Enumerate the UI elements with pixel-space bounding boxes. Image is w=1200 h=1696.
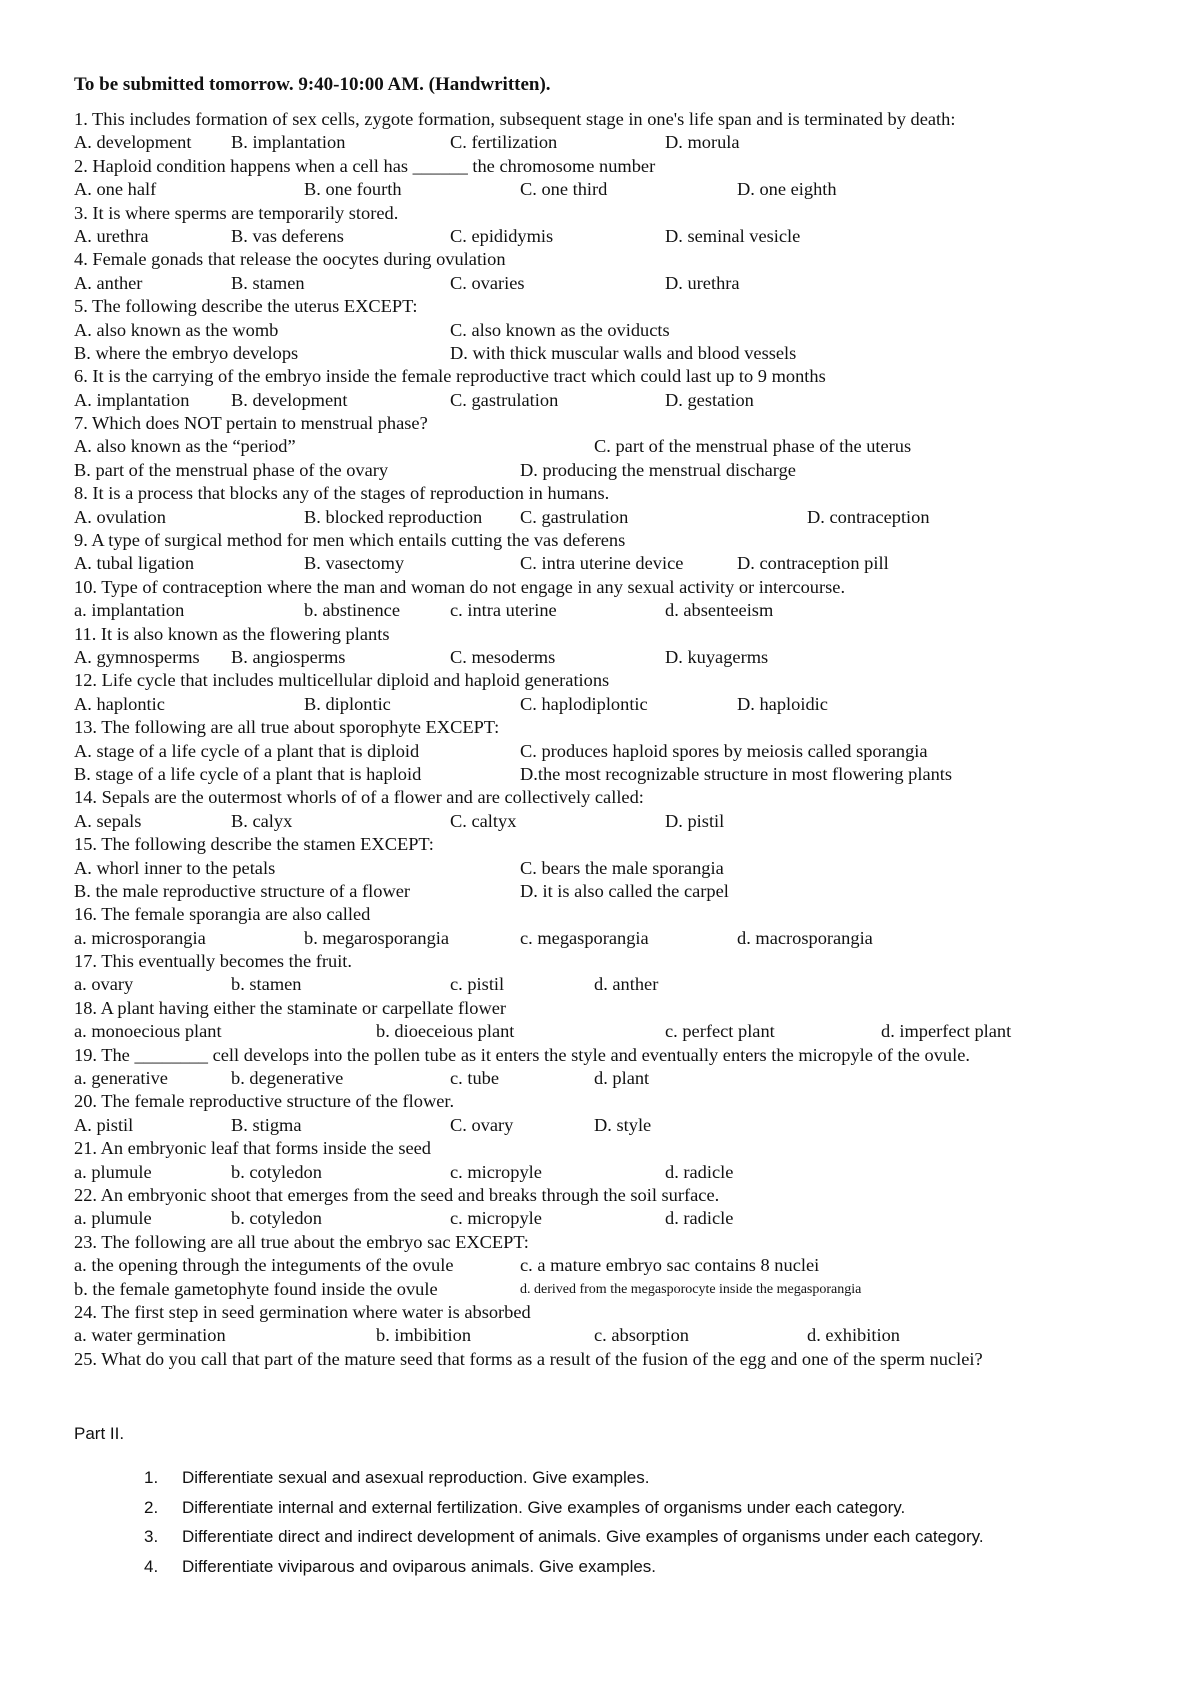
question-text: 7. Which does NOT pertain to menstrual phase? xyxy=(74,413,428,434)
option-b: B. where the embryo develops xyxy=(74,342,299,363)
option-d: d. radicle xyxy=(665,1208,734,1229)
question-18 xyxy=(74,997,1154,1044)
option-a: a. the opening through the integuments of the ovule xyxy=(74,1255,454,1276)
question-text: 15. The following describe the stamen EXCEPT: xyxy=(74,834,434,855)
options-row xyxy=(74,435,1154,458)
option-b: B. calyx xyxy=(231,810,293,831)
option-a: A. ovulation xyxy=(74,506,166,527)
option-b: b. cotyledon xyxy=(231,1208,322,1229)
options-row xyxy=(74,599,1154,622)
option-d: d. anther xyxy=(594,974,659,995)
option-b: b. the female gametophyte found inside the ovule xyxy=(74,1278,438,1299)
option-a: a. plumule xyxy=(74,1208,152,1229)
question-16 xyxy=(74,903,1154,950)
quiz-section xyxy=(74,108,1154,1371)
option-d: d. macrosporangia xyxy=(737,927,873,948)
question-text: 5. The following describe the uterus EXCEPT: xyxy=(74,296,418,317)
options-row xyxy=(74,178,1154,201)
item-text: Differentiate sexual and asexual reproduction. Give examples. xyxy=(182,1468,650,1487)
question-12 xyxy=(74,669,1154,716)
option-b: b. imbibition xyxy=(376,1325,472,1346)
question-11 xyxy=(74,623,1154,670)
question-25 xyxy=(74,1348,1154,1371)
option-d: d. radicle xyxy=(665,1161,734,1182)
option-b: b. megarosporangia xyxy=(304,927,450,948)
question-3 xyxy=(74,202,1154,249)
option-a: a. generative xyxy=(74,1068,168,1089)
item-number: 1. xyxy=(144,1468,159,1487)
options-row xyxy=(74,342,1154,365)
option-d: D. urethra xyxy=(665,272,740,293)
options-row xyxy=(74,131,1154,154)
options-row xyxy=(74,1161,1154,1184)
question-text: 23. The following are all true about the embryo sac EXCEPT: xyxy=(74,1231,529,1252)
question-6 xyxy=(74,365,1154,412)
question-text: 1. This includes formation of sex cells, zygote formation, subsequent stage in one's life span and is terminated by death: xyxy=(74,109,956,129)
option-a: a. microsporangia xyxy=(74,927,206,948)
option-b: B. development xyxy=(231,389,348,410)
option-c: c. a mature embryo sac contains 8 nuclei xyxy=(520,1255,820,1276)
options-row xyxy=(74,319,1154,342)
option-a: A. urethra xyxy=(74,225,149,246)
options-row xyxy=(74,927,1154,950)
option-d: D.the most recognizable structure in most flowering plants xyxy=(520,763,953,784)
option-b: B. one fourth xyxy=(304,179,402,200)
option-c: C. haplodiplontic xyxy=(520,693,648,714)
option-c: C. ovary xyxy=(450,1114,514,1135)
option-c: c. micropyle xyxy=(450,1161,542,1182)
question-13 xyxy=(74,716,1154,786)
option-c: c. intra uterine xyxy=(450,600,557,621)
option-c: C. intra uterine device xyxy=(520,553,684,574)
question-text: 6. It is the carrying of the embryo inside the female reproductive tract which could last up to 9 months xyxy=(74,366,826,387)
option-b: B. part of the menstrual phase of the ovary xyxy=(74,459,389,480)
question-text: 16. The female sporangia are also called xyxy=(74,904,371,925)
option-a: a. plumule xyxy=(74,1161,152,1182)
question-text: 11. It is also known as the flowering plants xyxy=(74,623,390,644)
option-d: D. contraception xyxy=(807,506,930,527)
option-a: A. haplontic xyxy=(74,693,165,714)
options-row xyxy=(74,693,1154,716)
question-2 xyxy=(74,155,1154,202)
question-text: 17. This eventually becomes the fruit. xyxy=(74,951,353,972)
option-d: D. haploidic xyxy=(737,693,828,714)
option-a: A. gymnosperms xyxy=(74,646,200,667)
question-text: 25. What do you call that part of the mature seed that forms as a result of the fusion of the egg and one of the sperm nuclei? xyxy=(74,1348,983,1369)
question-text: 4. Female gonads that release the oocytes during ovulation xyxy=(74,249,506,270)
item-text: Differentiate internal and external fertilization. Give examples of organisms under each category. xyxy=(182,1497,906,1517)
question-5 xyxy=(74,295,1154,365)
item-number: 2. xyxy=(144,1497,159,1517)
option-c: c. absorption xyxy=(594,1325,689,1346)
question-text: 22. An embryonic shoot that emerges from the seed and breaks through the soil surface. xyxy=(74,1184,720,1205)
options-row xyxy=(74,810,1154,833)
question-1 xyxy=(74,108,1154,155)
option-d: d. exhibition xyxy=(807,1325,900,1346)
option-d: d. absenteeism xyxy=(665,600,774,621)
option-b: B. vasectomy xyxy=(304,553,405,574)
option-a: A. pistil xyxy=(74,1114,134,1135)
options-row xyxy=(74,646,1154,669)
option-a: a. monoecious plant xyxy=(74,1021,222,1042)
list-item xyxy=(140,1552,1140,1582)
option-c: C. mesoderms xyxy=(450,646,556,667)
option-b: B. vas deferens xyxy=(231,225,344,246)
options-row xyxy=(74,1254,1154,1277)
question-21 xyxy=(74,1137,1154,1184)
options-row xyxy=(74,1324,1154,1347)
option-a: A. anther xyxy=(74,272,143,293)
option-c: C. bears the male sporangia xyxy=(520,857,724,878)
option-d: D. with thick muscular walls and blood vessels xyxy=(450,342,797,363)
option-d: D. style xyxy=(594,1114,652,1135)
question-text: 19. The ________ cell develops into the pollen tube as it enters the style and eventually enters the micropyle of the ovule. xyxy=(74,1044,970,1065)
item-text: Differentiate direct and indirect development of animals. Give examples of organisms under each category. xyxy=(182,1527,984,1546)
option-d: D. gestation xyxy=(665,389,754,410)
option-c: C. one third xyxy=(520,179,608,200)
item-number: 3. xyxy=(144,1527,159,1546)
option-c: c. micropyle xyxy=(450,1208,542,1229)
option-b: b. cotyledon xyxy=(231,1161,322,1182)
question-text: 14. Sepals are the outermost whorls of of a flower and are collectively called: xyxy=(74,787,644,808)
options-row xyxy=(74,225,1154,248)
question-text: 10. Type of contraception where the man and woman do not engage in any sexual activity or intercourse. xyxy=(74,576,846,597)
option-a: a. ovary xyxy=(74,974,134,995)
question-23 xyxy=(74,1231,1154,1301)
option-a: A. also known as the womb xyxy=(74,319,279,340)
part-2-list xyxy=(140,1463,1140,1581)
question-17 xyxy=(74,950,1154,997)
options-row xyxy=(74,1067,1154,1090)
option-c: C. also known as the oviducts xyxy=(450,319,670,340)
options-row xyxy=(74,1278,1154,1301)
option-c: c. pistil xyxy=(450,974,505,995)
question-19 xyxy=(74,1044,1154,1091)
list-item xyxy=(140,1493,1140,1523)
option-b: B. stigma xyxy=(231,1114,302,1135)
option-c: c. perfect plant xyxy=(665,1021,775,1042)
option-c: c. megasporangia xyxy=(520,927,649,948)
list-item xyxy=(140,1463,1140,1493)
question-text: 3. It is where sperms are temporarily stored. xyxy=(74,202,399,223)
option-c: C. epididymis xyxy=(450,225,554,246)
question-7 xyxy=(74,412,1154,482)
option-a: A. whorl inner to the petals xyxy=(74,857,276,878)
option-c: C. gastrulation xyxy=(520,506,629,527)
options-row xyxy=(74,1020,1154,1043)
option-b: B. stage of a life cycle of a plant that is haploid xyxy=(74,763,422,784)
option-d: D. one eighth xyxy=(737,179,837,200)
question-4 xyxy=(74,248,1154,295)
question-text: 20. The female reproductive structure of the flower. xyxy=(74,1091,455,1112)
option-a: A. sepals xyxy=(74,810,142,831)
question-10 xyxy=(74,576,1154,623)
option-b: B. the male reproductive structure of a flower xyxy=(74,880,411,901)
question-24 xyxy=(74,1301,1154,1348)
question-text: 18. A plant having either the staminate or carpellate flower xyxy=(74,997,507,1018)
question-14 xyxy=(74,786,1154,833)
option-c: c. tube xyxy=(450,1068,500,1089)
option-c: C. gastrulation xyxy=(450,389,559,410)
option-b: B. stamen xyxy=(231,272,305,293)
question-text: 21. An embryonic leaf that forms inside the seed xyxy=(74,1138,431,1159)
option-d: d. derived from the megasporocyte inside the megasporangia xyxy=(520,1281,862,1297)
option-b: b. stamen xyxy=(231,974,302,995)
question-text: 8. It is a process that blocks any of the stages of reproduction in humans. xyxy=(74,483,610,504)
option-c: C. ovaries xyxy=(450,272,525,293)
option-b: b. abstinence xyxy=(304,600,401,621)
option-b: B. diplontic xyxy=(304,693,391,714)
item-number: 4. xyxy=(144,1556,159,1576)
option-b: B. angiosperms xyxy=(231,646,346,667)
question-8 xyxy=(74,482,1154,529)
option-d: D. kuyagerms xyxy=(665,646,769,667)
option-a: A. one half xyxy=(74,179,157,200)
question-text: 2. Haploid condition happens when a cell has ______ the chromosome number xyxy=(74,155,656,176)
option-c: C. caltyx xyxy=(450,810,517,831)
option-d: D. seminal vesicle xyxy=(665,225,801,246)
option-a: a. implantation xyxy=(74,600,185,621)
option-a: a. water germination xyxy=(74,1325,226,1346)
option-d: D. producing the menstrual discharge xyxy=(520,459,796,480)
item-text: Differentiate viviparous and oviparous animals. Give examples. xyxy=(182,1556,657,1576)
option-b: B. blocked reproduction xyxy=(304,506,483,527)
options-row xyxy=(74,763,1154,786)
question-text: 9. A type of surgical method for men which entails cutting the vas deferens xyxy=(74,530,626,551)
option-b: b. dioeceious plant xyxy=(376,1021,515,1042)
question-22 xyxy=(74,1184,1154,1231)
options-row xyxy=(74,506,1154,529)
options-row xyxy=(74,1114,1154,1137)
option-d: D. it is also called the carpel xyxy=(520,880,729,901)
option-c: C. fertilization xyxy=(450,132,558,153)
options-row xyxy=(74,272,1154,295)
option-a: A. development xyxy=(74,132,192,153)
option-d: D. contraception pill xyxy=(737,553,889,574)
question-20 xyxy=(74,1090,1154,1137)
page-title: To be submitted tomorrow. 9:40-10:00 AM. (Handwritten). xyxy=(74,74,551,95)
options-row xyxy=(74,880,1154,903)
option-d: d. imperfect plant xyxy=(881,1021,1012,1042)
question-text: 13. The following are all true about sporophyte EXCEPT: xyxy=(74,717,500,738)
options-row xyxy=(74,857,1154,880)
option-d: D. morula xyxy=(665,132,740,153)
option-b: b. degenerative xyxy=(231,1068,344,1089)
option-a: A. also known as the “period” xyxy=(74,436,296,457)
option-d: D. pistil xyxy=(665,810,725,831)
question-9 xyxy=(74,529,1154,576)
option-a: A. stage of a life cycle of a plant that is diploid xyxy=(74,740,420,761)
option-d: d. plant xyxy=(594,1068,650,1089)
options-row xyxy=(74,973,1154,996)
question-text: 12. Life cycle that includes multicellular diploid and haploid generations xyxy=(74,670,610,691)
options-row xyxy=(74,389,1154,412)
options-row xyxy=(74,1207,1154,1230)
option-a: A. implantation xyxy=(74,389,190,410)
option-c: C. produces haploid spores by meiosis called sporangia xyxy=(520,740,928,761)
option-a: A. tubal ligation xyxy=(74,553,195,574)
question-text: 24. The first step in seed germination where water is absorbed xyxy=(74,1301,531,1322)
question-15 xyxy=(74,833,1154,903)
option-c: C. part of the menstrual phase of the uterus xyxy=(594,436,912,457)
options-row xyxy=(74,740,1154,763)
options-row xyxy=(74,552,1154,575)
option-b: B. implantation xyxy=(231,132,346,153)
list-item xyxy=(140,1522,1140,1552)
part-2-heading: Part II. xyxy=(74,1424,125,1443)
options-row xyxy=(74,459,1154,482)
